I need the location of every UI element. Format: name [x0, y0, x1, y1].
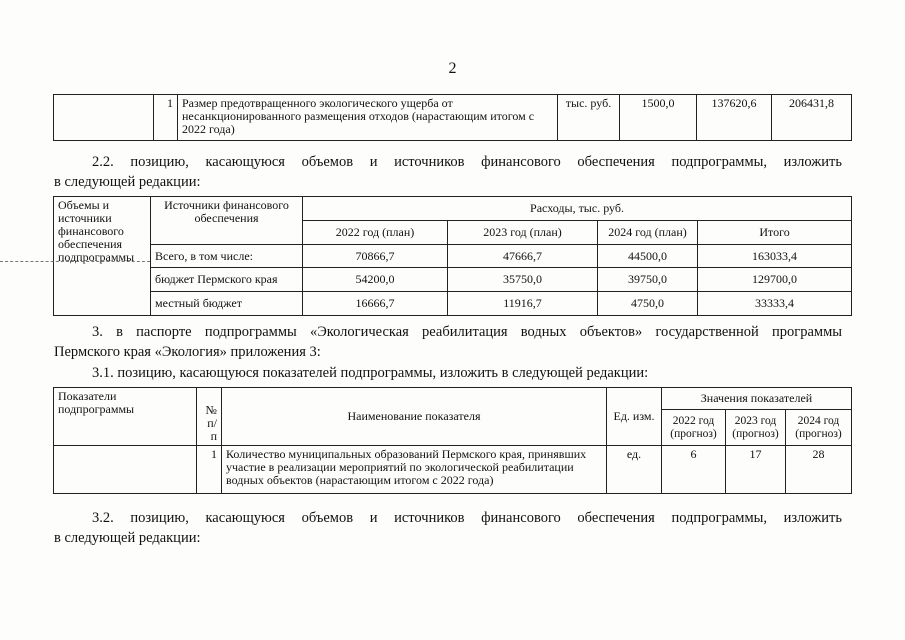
amount-cell: 44500,0 — [598, 245, 698, 268]
expenses-header: Расходы, тыс. руб. — [303, 197, 852, 221]
num-header: № п/п — [197, 388, 222, 446]
table-row — [54, 292, 852, 316]
value-2023: 137620,6 — [697, 95, 772, 141]
row-number: 1 — [197, 446, 222, 494]
amount-cell: 35750,0 — [448, 268, 598, 292]
empty-label-cell — [54, 446, 197, 494]
source-name: местный бюджет — [151, 292, 303, 316]
year-header: 2024 год (план) — [598, 221, 698, 245]
total-header: Итого — [698, 221, 852, 245]
name-header: Наименование показателя — [222, 388, 607, 446]
amount-cell: 4750,0 — [598, 292, 698, 316]
paragraph-3-1: 3.1. позицию, касающуюся показателей подпрограммы, изложить в следующей редакции: — [92, 365, 649, 381]
amount-cell: 33333,4 — [698, 292, 852, 316]
year-header: 2022 год (план) — [303, 221, 448, 245]
year-header: 2023 год (прогноз) — [726, 410, 786, 446]
paragraph-3-2-line1: 3.2. позицию, касающуюся объемов и источников финансового обеспечения подпрограммы, изложить — [92, 510, 842, 526]
amount-cell: 70866,7 — [303, 245, 448, 268]
scan-artifact-line — [0, 261, 150, 262]
amount-cell: 16666,7 — [303, 292, 448, 316]
value-2024: 206431,8 — [772, 95, 852, 141]
indicator-row-label: Показатели подпрограммы — [54, 388, 197, 446]
paragraph-2-2-line2: в следующей редакции: — [54, 174, 201, 190]
sources-header: Источники финансового обеспечения — [151, 197, 303, 245]
source-name: Всего, в том числе: — [151, 245, 303, 268]
amount-cell: 163033,4 — [698, 245, 852, 268]
paragraph-2-2-line1: 2.2. позицию, касающуюся объемов и источников финансового обеспечения подпрограммы, изложить — [92, 154, 842, 170]
table-row — [54, 268, 852, 292]
indicator-name: Размер предотвращенного экологического ущерба от несанкционированного размещения отходов (нарастающим итогом с 2022 года) — [178, 95, 558, 141]
value-2024: 28 — [786, 446, 852, 494]
finance-table-1 — [53, 196, 852, 316]
paragraph-3-2-line2: в следующей редакции: — [54, 530, 201, 546]
page-number: 2 — [448, 60, 457, 77]
unit-cell: тыс. руб. — [558, 95, 620, 141]
source-name: бюджет Пермского края — [151, 268, 303, 292]
unit-header: Ед. изм. — [607, 388, 662, 446]
finance-row-label: Объемы и источники финансового обеспечения подпрограммы — [54, 197, 151, 316]
indicator-name: Количество муниципальных образований Пермского края, принявших участие в реализации мероприятий по экологической реабилитации водных объектов (нарастающим итогом с 2022 года) — [222, 446, 607, 494]
amount-cell: 129700,0 — [698, 268, 852, 292]
value-2022: 6 — [662, 446, 726, 494]
unit-cell: ед. — [607, 446, 662, 494]
indicator-table — [53, 387, 852, 494]
year-header: 2023 год (план) — [448, 221, 598, 245]
value-2023: 17 — [726, 446, 786, 494]
paragraph-3-line1: 3. в паспорте подпрограммы «Экологическая реабилитация водных объектов» государственной программы — [92, 324, 842, 340]
amount-cell: 47666,7 — [448, 245, 598, 268]
values-header: Значения показателей — [662, 388, 852, 410]
row-number: 1 — [154, 95, 178, 141]
amount-cell: 11916,7 — [448, 292, 598, 316]
paragraph-3-line2: Пермского края «Экология» приложения 3: — [54, 344, 321, 360]
amount-cell: 54200,0 — [303, 268, 448, 292]
table-row — [54, 446, 852, 494]
indicator-table-top — [53, 94, 852, 141]
table-row — [54, 245, 852, 268]
value-2022: 1500,0 — [620, 95, 697, 141]
year-header: 2024 год (прогноз) — [786, 410, 852, 446]
amount-cell: 39750,0 — [598, 268, 698, 292]
year-header: 2022 год (прогноз) — [662, 410, 726, 446]
empty-label-cell — [54, 95, 154, 141]
